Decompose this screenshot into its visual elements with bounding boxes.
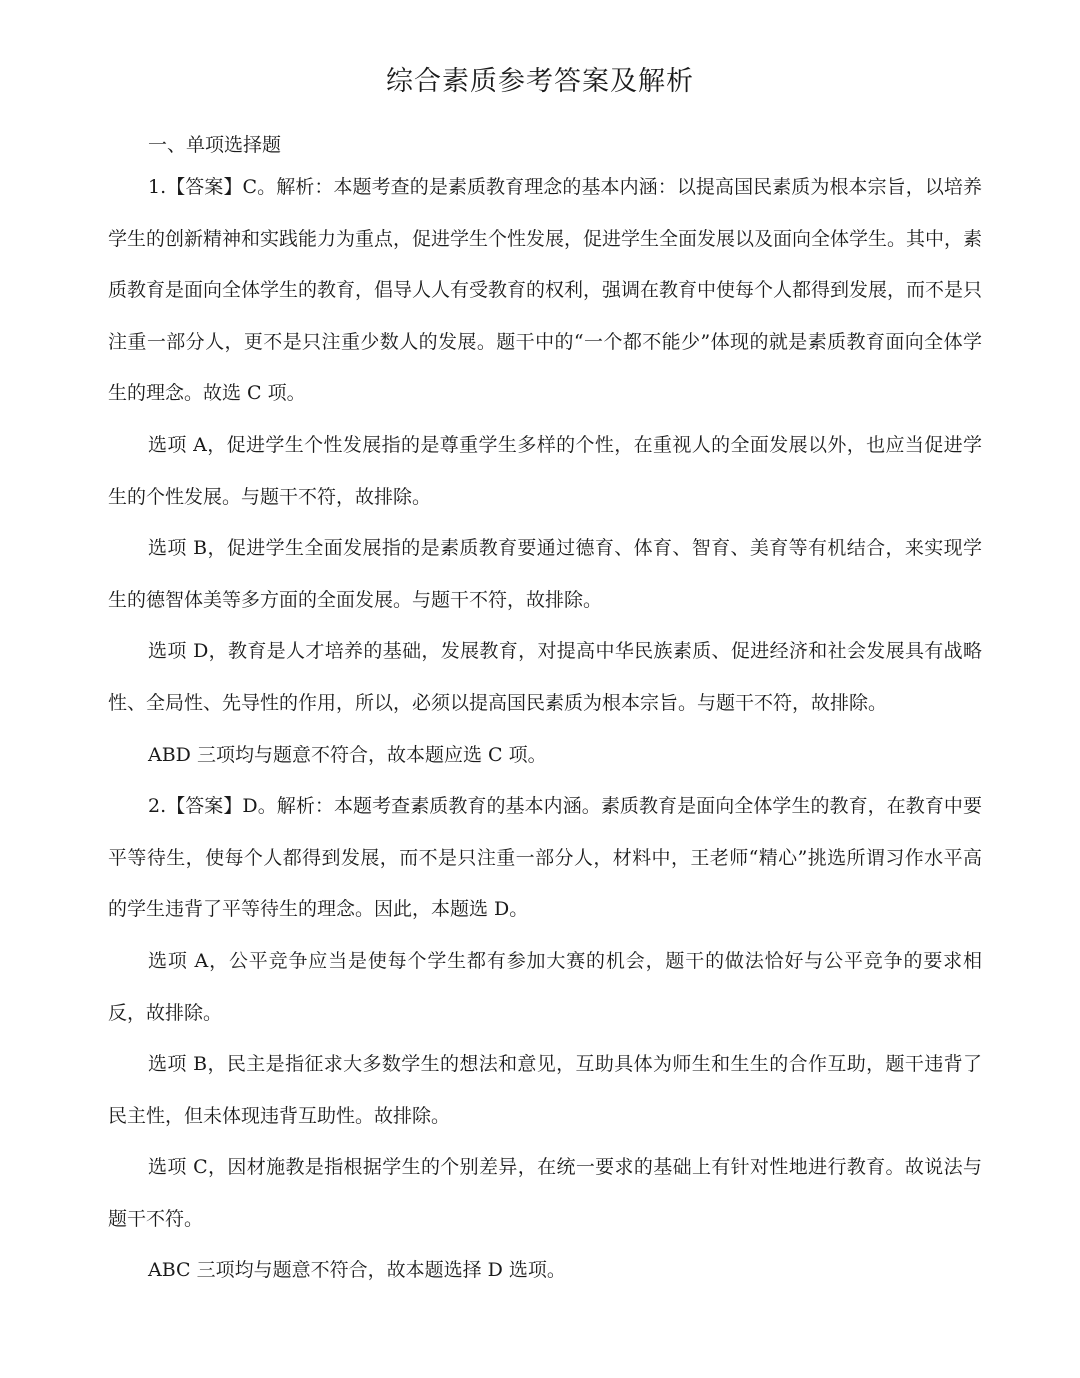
q1-option-b-paragraph: 选项 B，促进学生全面发展指的是素质教育要通过德育、体育、智育、美育等有机结合，来实现学生的德智体美等多方面的全面发展。与题干不符，故排除。 bbox=[108, 537, 982, 611]
answer-body bbox=[108, 162, 982, 1297]
q2-answer-paragraph: 2.【答案】D。解析：本题考查素质教育的基本内涵。素质教育是面向全体学生的教育，在教育中要平等待生，使每个人都得到发展，而不是只注重一部分人，材料中，王老师“精心”挑选所谓习作水平高的学生违背了平等待生的理念。因此，本题选 D。 bbox=[108, 795, 982, 921]
q1-option-a-paragraph: 选项 A，促进学生个性发展指的是尊重学生多样的个性，在重视人的全面发展以外，也应当促进学生的个性发展。与题干不符，故排除。 bbox=[108, 433, 982, 508]
q2-option-b-paragraph: 选项 B，民主是指征求大多数学生的想法和意见，互助具体为师生和生生的合作互助，题干违背了民主性，但未体现违背互助性。故排除。 bbox=[108, 1053, 982, 1127]
section-heading: 一、单项选择题 bbox=[148, 134, 282, 156]
q1-answer-paragraph: 1.【答案】C。解析：本题考查的是素质教育理念的基本内涵：以提高国民素质为根本宗旨，以培养学生的创新精神和实践能力为重点，促进学生个性发展，促进学生全面发展以及面向全体学生。其中，素质教育是面向全体学生的教育，倡导人人有受教育的权利，强调在教育中使每个人都得到发展，而不是只注重一部分人，更不是只注重少数人的发展。题干中的“一个都不能少”体现的就是素质教育面向全体学生的理念。故选 C 项。 bbox=[108, 176, 983, 405]
q2-option-a-paragraph: 选项 A，公平竞争应当是使每个学生都有参加大赛的机会，题干的做法恰好与公平竞争的要求相反，故排除。 bbox=[108, 949, 982, 1024]
q1-option-d-paragraph: 选项 D，教育是人才培养的基础，发展教育，对提高中华民族素质、促进经济和社会发展具有战略性、全局性、先导性的作用，所以，必须以提高国民素质为根本宗旨。与题干不符，故排除。 bbox=[108, 640, 982, 714]
q2-summary-paragraph: ABC 三项均与题意不符合，故本题选择 D 选项。 bbox=[148, 1259, 566, 1282]
q2-option-c-paragraph: 选项 C，因材施教是指根据学生的个别差异，在统一要求的基础上有针对性地进行教育。故说法与题干不符。 bbox=[108, 1156, 982, 1230]
q1-summary-paragraph: ABD 三项均与题意不符合，故本题应选 C 项。 bbox=[148, 743, 547, 766]
document-title: 综合素质参考答案及解析 bbox=[386, 66, 694, 97]
